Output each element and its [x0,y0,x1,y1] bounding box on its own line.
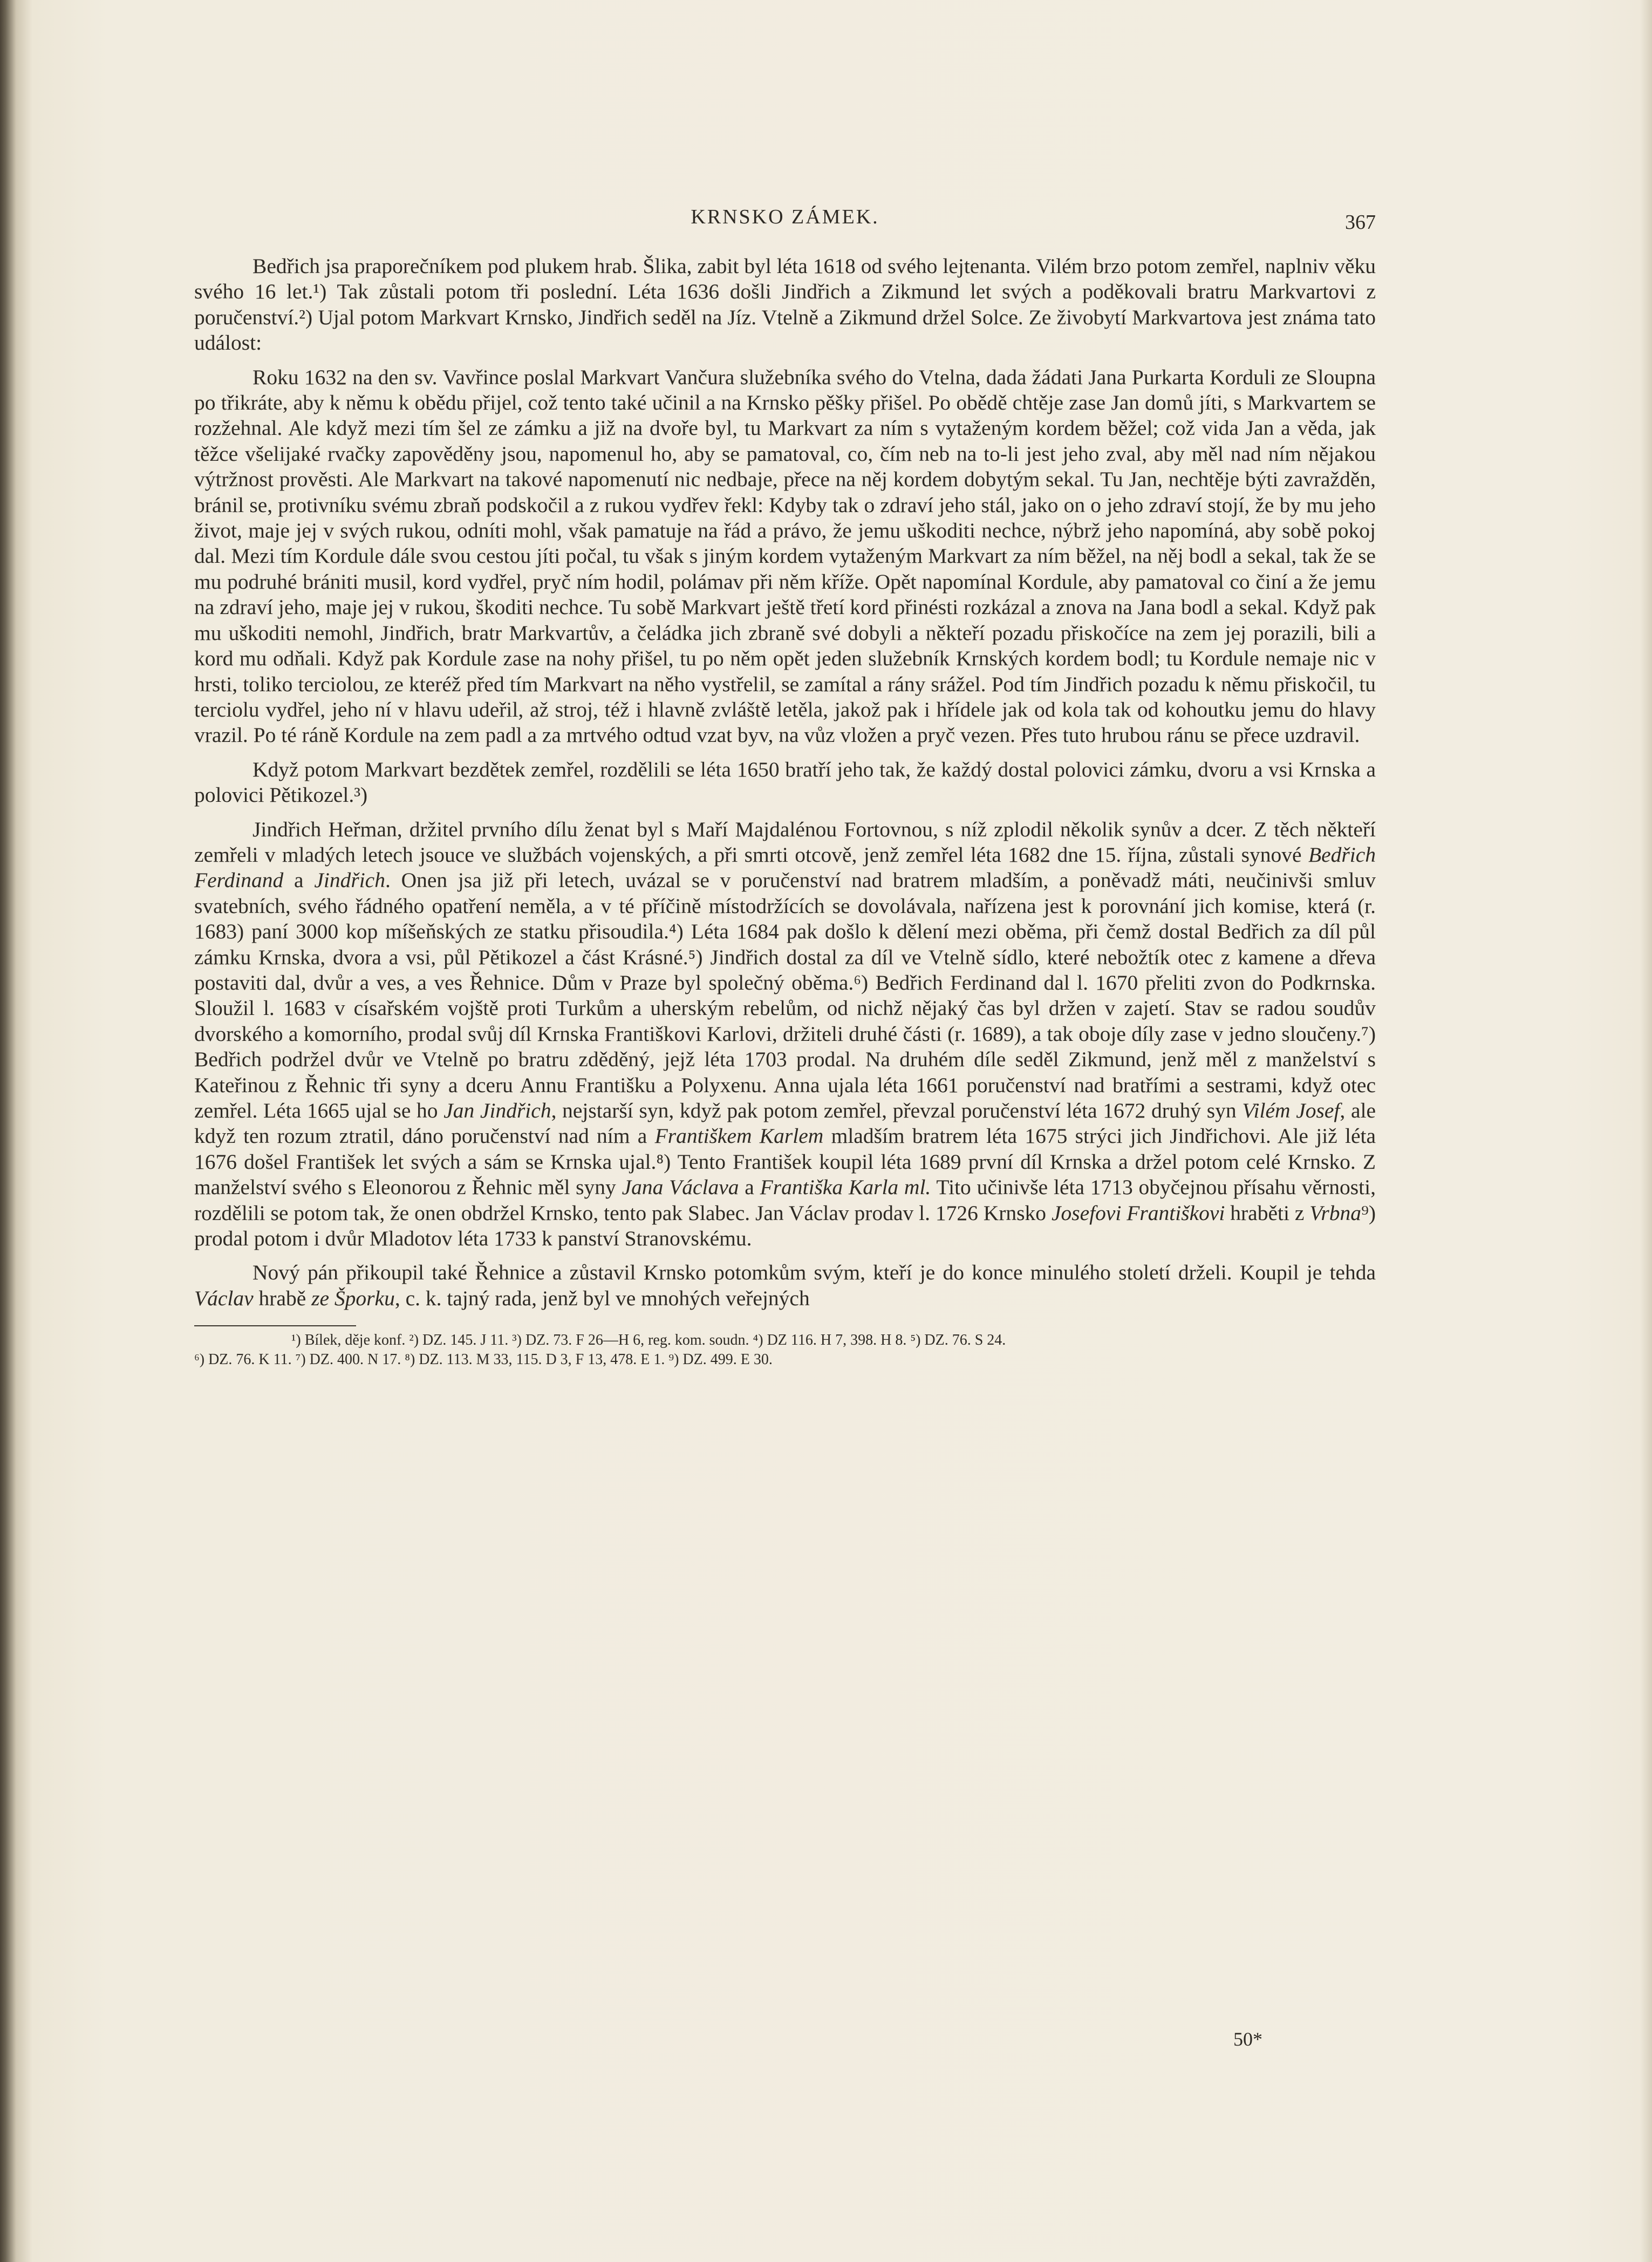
body-text [194,254,1376,1370]
paragraph-5 [194,1260,1376,1311]
text-run: , ale když ten rozum ztratil, dáno poručenství nad ním a [194,1099,1376,1148]
paragraph-3: Když potom Markvart bezdětek zemřel, rozdělili se léta 1650 bratří jeho tak, že každý dostal polovici zámku, dvoru a vsi Krnska a polovici Pětikozel.³) [194,757,1376,807]
italic-name: ze Šporku [311,1286,395,1310]
running-title: KRNSKO ZÁMEK. [691,206,879,228]
page-header [194,205,1376,254]
italic-name: Václav [194,1286,254,1310]
book-page [194,205,1376,2050]
italic-name: Františka Karla ml. [760,1175,931,1200]
italic-name: Františkem Karlem [654,1124,824,1148]
text-run: ⁹) prodal potom i dvůr Mladotov léta 1733 k panství Stranovskému. [194,1201,1376,1251]
text-run: . Onen jsa již při letech, uvázal se v poručenství nad bratrem mladším, a poněvadž máti, neučinivši smluv svatebních, svého řádného opatření neměla, a v té příčině místodržících se dovolávala, nařízena jest k porovnání jich komise, která (r. 1683) paní 3000 kop míšeňských ze statku přisoudila.⁴) Léta 1684 pak došlo k dělení mezi oběma, při čemž dostal Bedřich za díl půl zámku Krnska, dvora a vsi, půl Pětikozel a část Krásné.⁵) Jindřich dostal za díl ve Vtelně sídlo, které nebožtík otec z kamene a dřeva postaviti dal, dvůr a ves, a ves Řehnice. Dům v Praze byl společný oběma.⁶) Bedřich Ferdinand dal l. 1670 přeliti zvon do Podkrnska. Sloužil l. 1683 v císařském vojště proti Turkům a uherským rebelům, od nichž nějaký čas byl držen v zajetí. Stav se radou soudův dvorského a komorního, prodal svůj díl Krnska Františkovi Karlovi, držiteli druhé části (r. 1689), a tak oboje díly zase v jedno sloučeny.⁷) Bedřich podržel dvůr ve Vtelně po bratru zděděný, jejž léta 1703 prodal. Na druhém díle seděl Zikmund, jenž měl z manželství s Kateřinou z Řehnic tři syny a dceru Annu Františku a Polyxenu. Anna ujala léta 1661 poručenství nad bratřími a sestrami, když otec zemřel. Léta 1665 ujal se ho [194,868,1376,1122]
text-run: hraběti z [1225,1201,1310,1225]
text-run: mladším bratrem léta 1675 strýci jich Jindřichovi. Ale již léta 1676 došel František let svých a sám se Krnska ujal.⁸) Tento František koupil léta 1689 první díl Krnska a držel potom celé Krnsko. Z manželství svého s Eleonorou z Řehnic měl syny [194,1124,1376,1200]
text-run: a [739,1175,760,1200]
paragraph-1: Bedřich jsa praporečníkem pod plukem hrab. Šlika, zabit byl léta 1618 od svého lejtenanta. Vilém brzo potom zemřel, naplniv věku svého 16 let.¹) Tak zůstali potom tři poslední. Léta 1636 došli Jindřich a Zikmund let svých a poděkovali bratru Markvartovi z poručenství.²) Ujal potom Markvart Krnsko, Jindřich seděl na Jíz. Vtelně a Zikmund držel Solce. Ze živobytí Markvartova jest známa tato událost: [194,254,1376,355]
italic-name: Jana Václava [622,1175,739,1200]
italic-name: Jan Jindřich [443,1099,551,1122]
paragraph-2: Roku 1632 na den sv. Vavřince poslal Markvart Vančura služebníka svého do Vtelna, dada žádati Jana Purkarta Korduli ze Sloupna po třikráte, aby k němu k obědu přijel, což tento také učinil a na Krnsko pěšky přišel. Po obědě chtěje zase Jan domů jíti, s Markvartem se rozžehnal. Ale když mezi tím šel ze zámku a již na dvoře byl, tu Markvart za ním s vytaženým kordem běžel; což vida Jan a věda, jak těžce všelijaké rvačky zapověděny jsou, napomenul ho, aby se pamatoval, co, čím neb na to-li jest jeho zval, aby měl nad ním nějakou výtržnost prověsti. Ale Markvart na takové napomenutí nic nedbaje, přece na něj kordem dobytým sekal. Tu Jan, nechtěje býti zavražděn, bránil se, protivníku svému zbraň podskočil a z rukou vydřev řekl: Kdyby tak o zdraví jeho stál, jako on o jeho zdraví stojí, že by mu jeho život, maje jej v svých rukou, odníti mohl, však pamatuje na řád a právo, že jemu uškoditi nechce, nýbrž jeho napomíná, aby sobě pokoj dal. Mezi tím Kordule dále svou cestou jíti počal, tu však s jiným kordem vytaženým Markvart za ním běžel, na něj bodl a sekal, tak že se mu podruhé brániti musil, kord vydřel, pryč ním hodil, polámav při něm kříže. Opět napomínal Kordule, aby pamatoval co činí a že jemu na zdraví jeho, maje jej v rukou, škoditi nechce. Tu sobě Markvart ještě třetí kord přinésti rozkázal a znova na Jana bodl a sekal. Když pak mu uškoditi nemohl, Jindřich, bratr Markvartův, a čeládka jich zbraně své dobyli a někteří pozadu přiskočíce na zem jej porazili, bili a kord mu odňali. Když pak Kordule zase na nohy přišel, tu po něm opět jeden služebník Krnských kordem bodl; tu Kordule nemaje nic v hrsti, toliko terciolou, ze kteréž před tím Markvart na něho vystřelil, se zamítal a rány srážel. Pod tím Jindřich pozadu k němu přiskočil, tu terciolu vydřel, jeho ní v hlavu udeřil, až stroj, též i hlavně zvláště letěla, jakož pak i hřídele jak od kola tak od kohoutku jemu do hlavy vrazil. Po té ráně Kordule na zem padl a za mrtvého odtud vzat byv, na vůz vložen a pryč vezen. Přes tuto hrubou ránu se přece uzdravil. [194,365,1376,747]
text-run: hrabě [253,1286,312,1310]
italic-name: Jindřich [314,868,385,892]
footnote-line-2: ⁶) DZ. 76. K 11. ⁷) DZ. 400. N 17. ⁸) DZ. 113. M 33, 115. D 3, F 13, 478. E 1. ⁹) DZ. 499. E 30. [194,1351,773,1368]
italic-name: Vrbna [1309,1201,1362,1225]
text-run: , c. k. tajný rada, jenž byl ve mnohých veřejných [394,1286,810,1310]
text-run: Nový pán přikoupil také Řehnice a zůstavil Krnsko potomkům svým, kteří je do konce minulého století drželi. Koupil je tehda [252,1261,1376,1285]
italic-name: Josefovi Františkovi [1051,1201,1225,1225]
italic-name: Bedřich Ferdinand [194,842,1376,892]
text-run: a [283,868,315,892]
footnote-rule [194,1325,356,1326]
page-number: 367 [1345,211,1376,234]
footnote-line-1: ¹) Bílek, děje konf. ²) DZ. 145. J 11. ³) DZ. 73. F 26—H 6, reg. kom. soudn. ⁴) DZ 116. H 7, 398. H 8. ⁵) DZ. 76. S 24. [291,1332,1006,1349]
italic-name: Vilém Josef [1242,1099,1340,1122]
signature-mark: 50* [1233,2028,1262,2050]
text-run: Tito učinivše léta 1713 obyčejnou přísahu věrnosti, rozdělili se potom tak, že onen obdržel Krnsko, tento pak Slabec. Jan Václav prodav l. 1726 Krnsko [194,1175,1376,1225]
paragraph-4 [194,817,1376,1252]
text-run: , nejstarší syn, když pak potom zemřel, převzal poručenství léta 1672 druhý syn [551,1099,1243,1122]
text-run: Jindřich Heřman, držitel prvního dílu ženat byl s Maří Majdalénou Fortovnou, s níž zplodil několik synův a dcer. Z těch někteří zemřeli v mladých letech jsouce ve službách vojenských, a při smrti otcově, jenž zemřel léta 1682 dne 15. října, zůstali synové [194,817,1376,867]
